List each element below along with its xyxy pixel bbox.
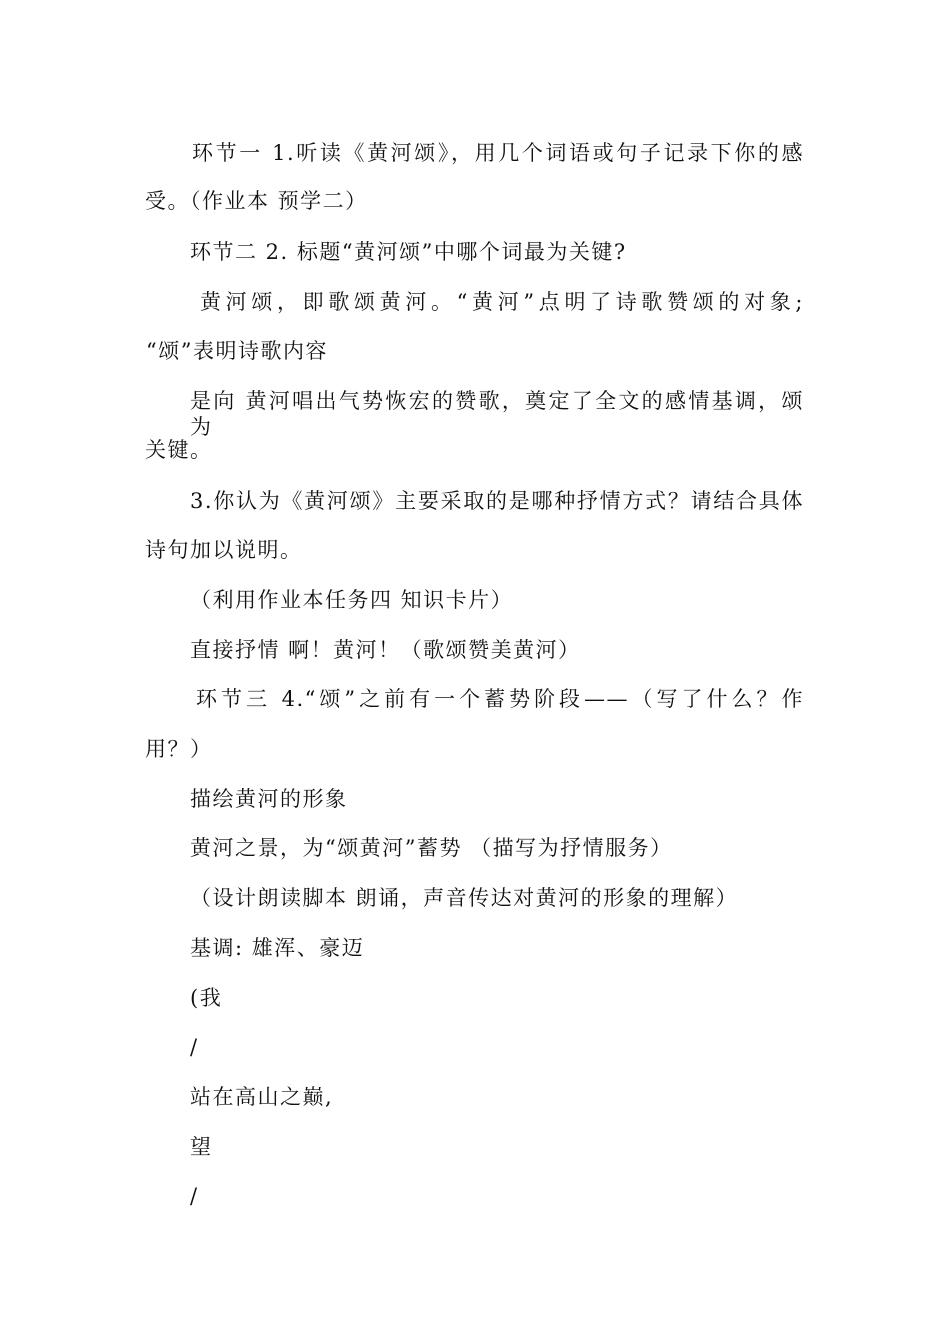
text-line: 直接抒情 啊！黄河！（歌颂赞美黄河） <box>190 638 581 662</box>
text-line: 站在高山之巅, <box>190 1085 334 1109</box>
text-line: 用？） <box>145 737 213 761</box>
text-line: 关键。 <box>145 438 213 462</box>
text-line: 描绘黄河的形象 <box>190 787 348 811</box>
text-line: 望 <box>190 1135 213 1159</box>
text-line: 环节二 2. 标题“黄河颂”中哪个词最为关键? <box>190 240 627 264</box>
text-line: 诗句加以说明。 <box>145 538 303 562</box>
text-line: 环节三 4.“颂”之前有一个蓄势阶段——（写了什么？作 <box>196 687 804 711</box>
text-line: 环节一 1.听读《黄河颂》，用几个词语或句子记录下你的感 <box>192 141 804 165</box>
text-line: / <box>190 1184 199 1208</box>
text-line: 黄河之景，为“颂黄河”蓄势 （描写为抒情服务） <box>190 836 673 860</box>
text-line: （设计朗读脚本 朗诵，声音传达对黄河的形象的理解） <box>190 886 739 910</box>
text-line: （利用作业本任务四 知识卡片） <box>190 588 514 612</box>
text-line: 黄河颂，即歌颂黄河。“黄河”点明了诗歌赞颂的对象; <box>200 290 804 314</box>
text-line: (我 <box>190 986 223 1010</box>
text-line: 是向 黄河唱出气势恢宏的赞歌，奠定了全文的感情基调，颂为 <box>190 389 804 439</box>
text-line: 基调: 雄浑、豪迈 <box>190 936 365 960</box>
text-line: 3.你认为《黄河颂》主要采取的是哪种抒情方式？请结合具体 <box>190 489 804 513</box>
text-line: 受。（作业本 预学二） <box>145 189 368 213</box>
text-line: “颂”表明诗歌内容 <box>146 339 328 363</box>
text-line: / <box>190 1035 199 1059</box>
